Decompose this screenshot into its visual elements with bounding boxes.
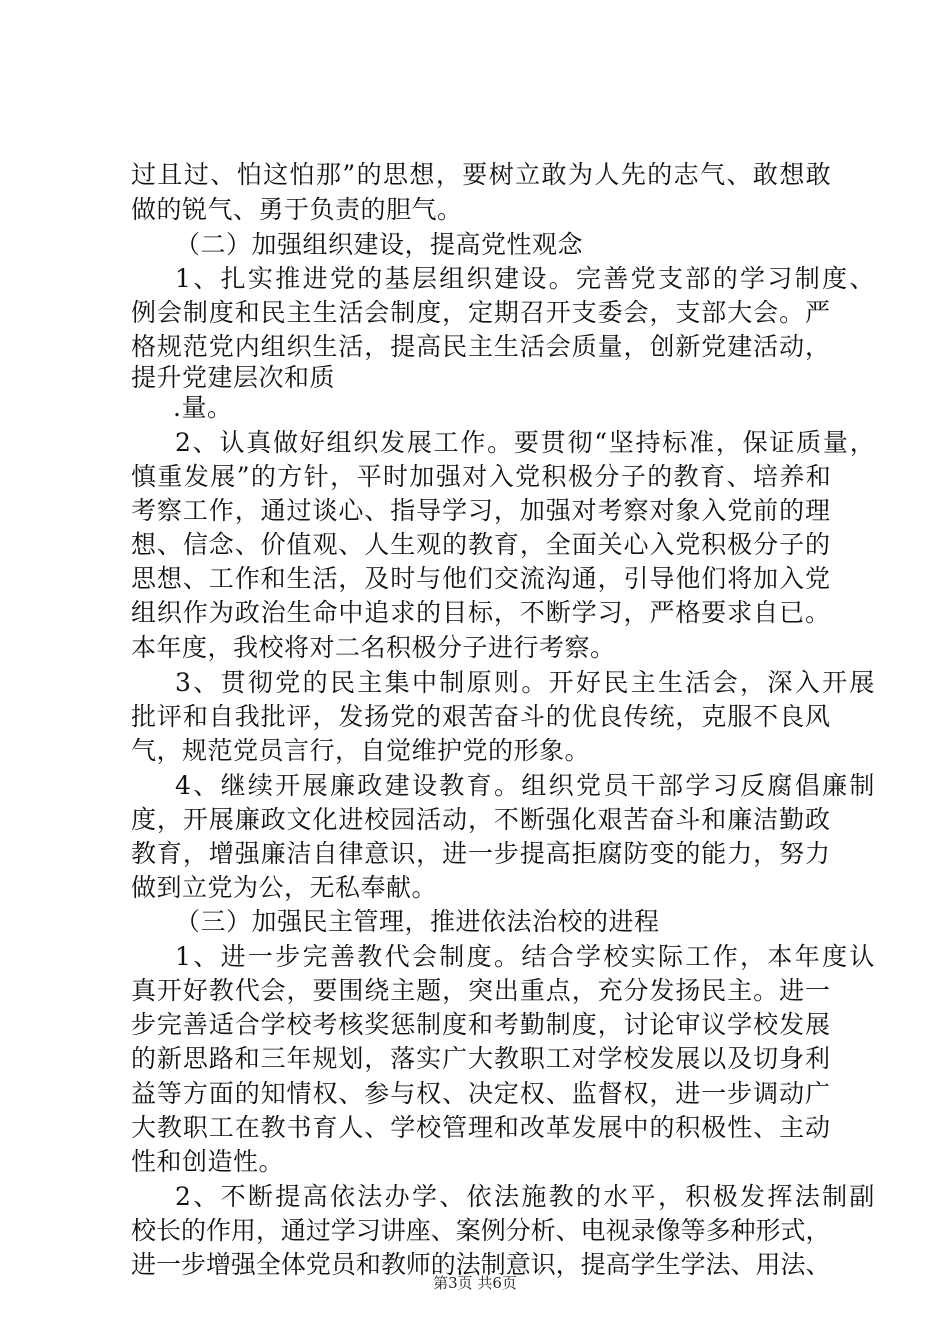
text-line: （三）加强民主管理，推进依法治校的进程 xyxy=(175,907,660,936)
text-line: 气，规范党员言行，自觉维护党的形象。 xyxy=(131,736,591,765)
text-line: 例会制度和民主生活会制度，定期召开支委会，支部大会。严 xyxy=(131,298,831,327)
text-line: 的新思路和三年规划，落实广大教职工对学校发展以及切身利 xyxy=(131,1044,831,1073)
text-line: 本年度，我校将对二名积极分子进行考察。 xyxy=(131,633,616,662)
text-line: 过且过、怕这怕那”的思想，要树立敢为人先的志气、敢想敢 xyxy=(131,160,833,189)
text-line: 思想、工作和生活，及时与他们交流沟通，引导他们将加入党 xyxy=(131,564,831,593)
text-line: 做到立党为公，无私奉献。 xyxy=(131,873,438,902)
text-line: 教育，增强廉洁自律意识，进一步提高拒腐防变的能力，努力 xyxy=(131,839,831,868)
text-line: 2、不断提高依法办学、依法施教的水平，积极发挥法制副 xyxy=(175,1182,877,1211)
text-line: 校长的作用，通过学习讲座、案例分析、电视录像等多种形式， xyxy=(131,1216,831,1245)
text-line: 真开好教代会，要围绕主题，突出重点，充分发扬民主。进一 xyxy=(131,976,831,1005)
text-line: 格规范党内组织生活，提高民主生活会质量，创新党建活动， xyxy=(131,332,831,361)
text-line: 进一步增强全体党员和教师的法制意识，提高学生学法、用法、 xyxy=(131,1250,831,1279)
text-line: 提升党建层次和质 xyxy=(131,363,336,392)
text-line: 想、信念、价值观、人生观的教育，全面关心入党积极分子的 xyxy=(131,530,831,559)
text-line: （二）加强组织建设，提高党性观念 xyxy=(175,230,584,259)
text-line: 考察工作，通过谈心、指导学习，加强对考察对象入党前的理 xyxy=(131,496,831,525)
text-line: 3、贯彻党的民主集中制原则。开好民主生活会，深入开展 xyxy=(175,668,877,697)
text-line: 益等方面的知情权、参与权、决定权、监督权，进一步调动广 xyxy=(131,1079,831,1108)
text-line: 做的锐气、勇于负责的胆气。 xyxy=(131,195,463,224)
text-line: 1、进一步完善教代会制度。结合学校实际工作，本年度认 xyxy=(175,942,877,971)
text-line: 1、扎实推进党的基层组织建设。完善党支部的学习制度、 xyxy=(175,264,877,293)
text-line: 组织作为政治生命中追求的目标，不断学习，严格要求自已。 xyxy=(131,598,831,627)
page-footer: 第3页 共6页 xyxy=(433,1274,517,1292)
text-line: 批评和自我批评，发扬党的艰苦奋斗的优良传统，克服不良风 xyxy=(131,702,831,731)
text-line: 慎重发展”的方针，平时加强对入党积极分子的教育、培养和 xyxy=(131,462,833,491)
text-line: 大教职工在教书育人、学校管理和改革发展中的积极性、主动 xyxy=(131,1113,831,1142)
text-line: 度，开展廉政文化进校园活动，不断强化艰苦奋斗和廉洁勤政 xyxy=(131,805,831,834)
text-line: 2、认真做好组织发展工作。要贯彻“坚持标准，保证质量， xyxy=(175,428,877,457)
text-line: 步完善适合学校考核奖惩制度和考勤制度，讨论审议学校发展 xyxy=(131,1010,831,1039)
text-line: 4、继续开展廉政建设教育。组织党员干部学习反腐倡廉制 xyxy=(175,771,877,800)
text-line: 性和创造性。 xyxy=(131,1147,285,1176)
text-line: .量。 xyxy=(173,393,233,422)
